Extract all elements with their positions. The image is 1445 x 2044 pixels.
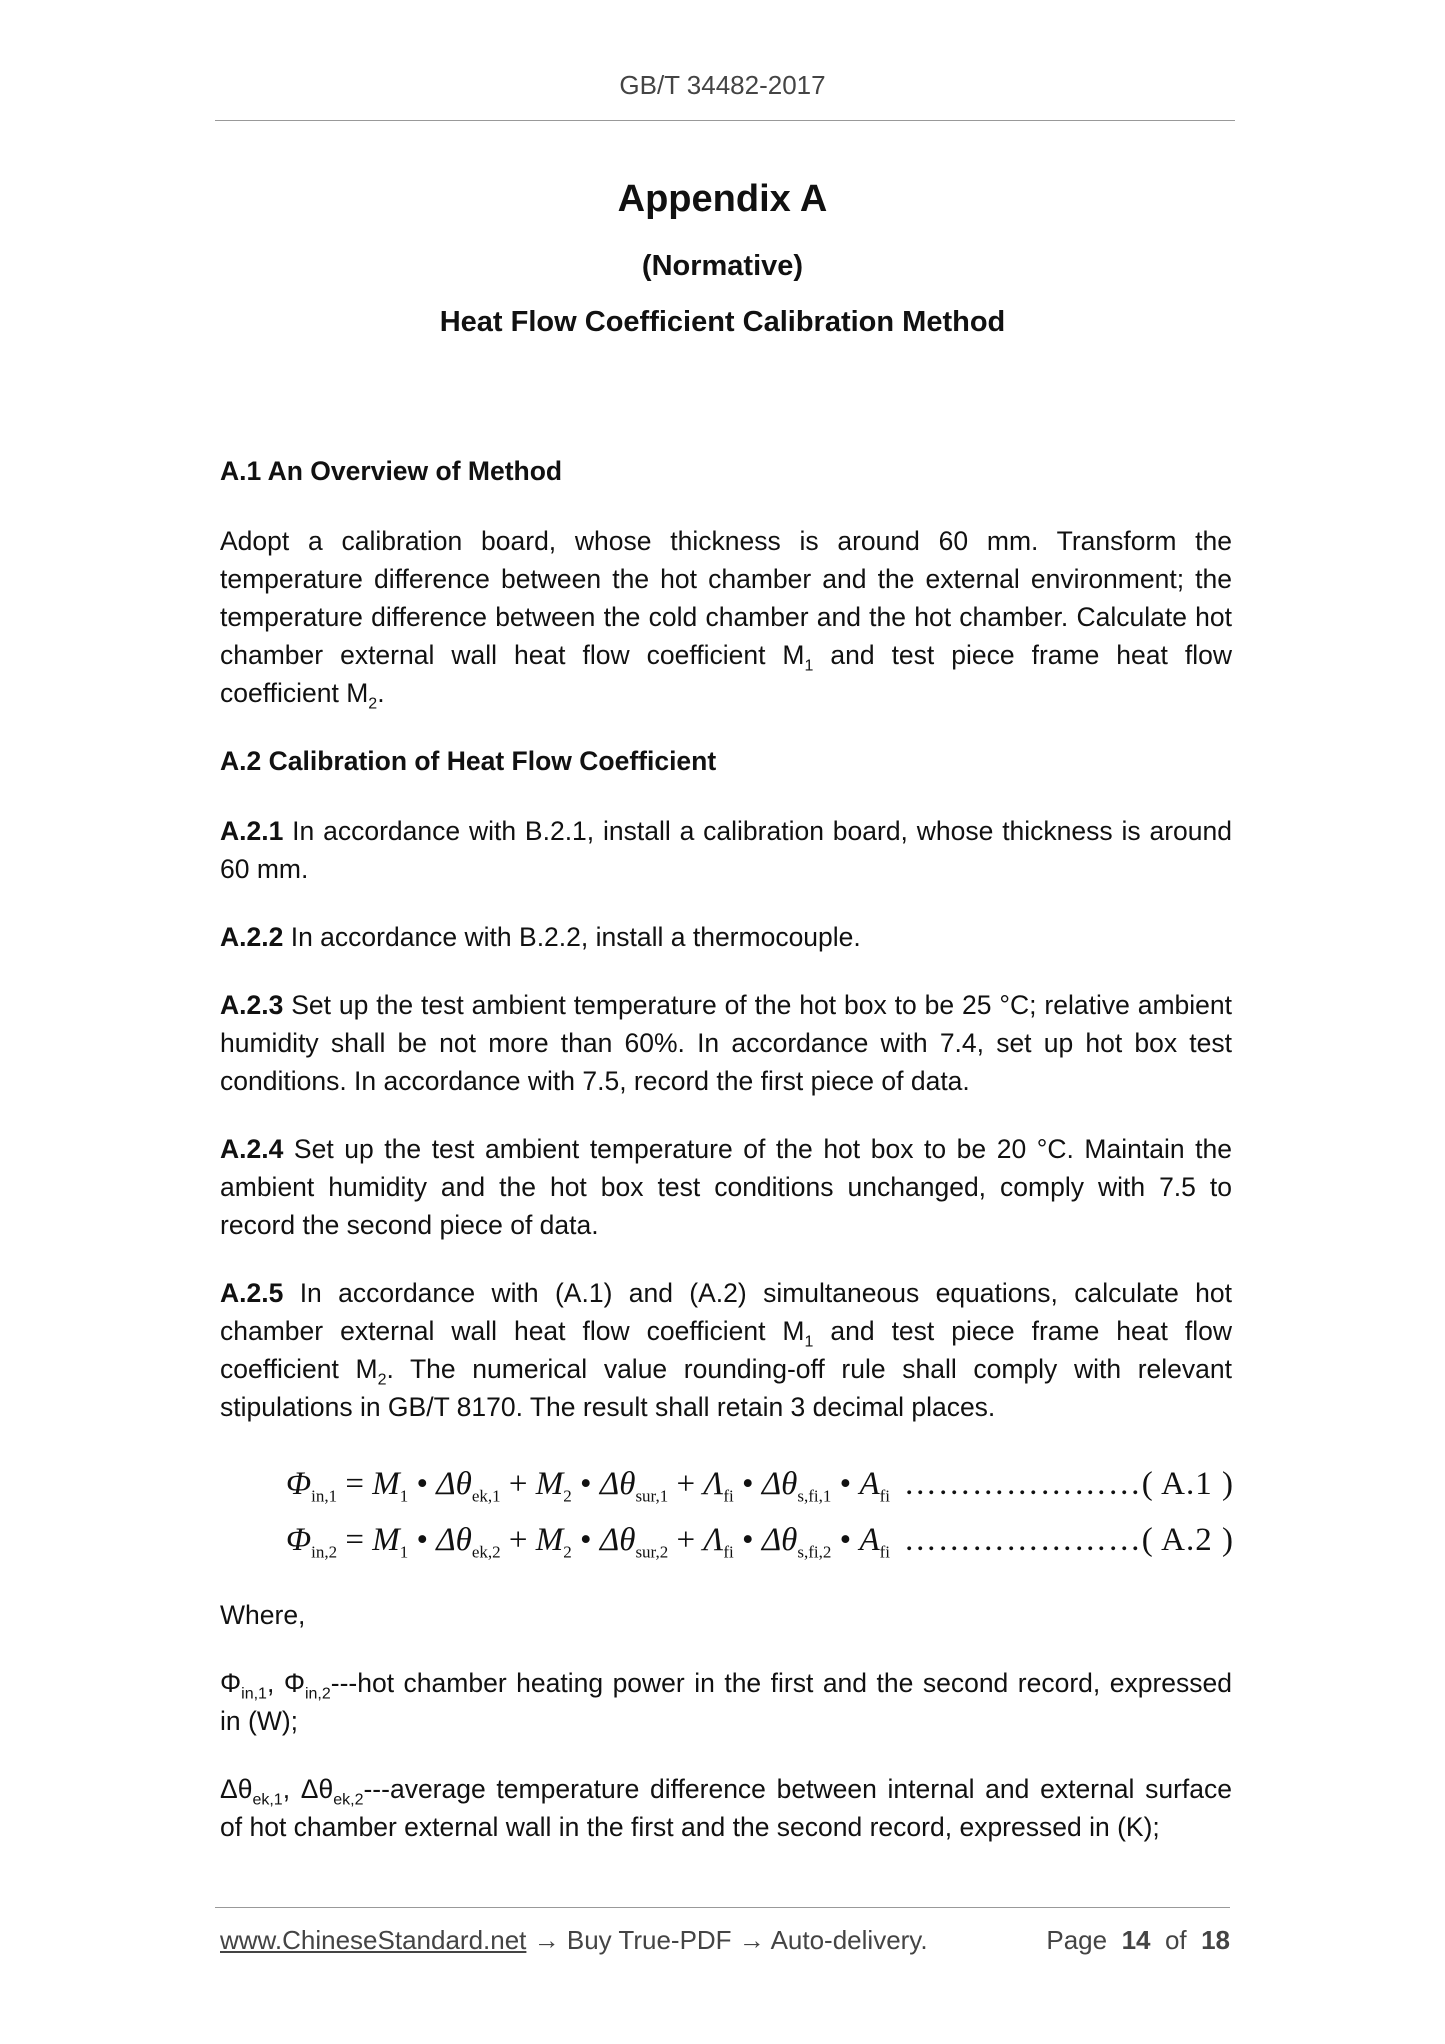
clause-a25: A.2.5 In accordance with (A.1) and (A.2) simultaneous equations, calculate hot chamber external wall heat flow coefficient $M_1$ and test piece frame heat flow coefficient $M_2$. The numerical value rounding-off rule shall comply with relevant stipulations in GB/T 8170. The result shall retain 3 decimal places. (220, 1278, 1232, 1422)
document-body (220, 452, 1232, 1876)
footer-promo: www.ChineseStandard.net → Buy True-PDF → Auto-delivery. (220, 1925, 928, 1955)
equation-block (286, 1456, 1232, 1568)
clause-a24: A.2.4 Set up the test ambient temperature of the hot box to be 20 °C. Maintain the ambient humidity and the hot box test conditions unchanged, comply with 7.5 to record the second piece of data. (220, 1134, 1232, 1240)
definition-delta-theta-ek: $\Delta\theta_{ek,1}$, $\Delta\theta_{ek,2}--$-average temperature difference between internal and external surface of hot chamber external wall in the first and the second record, expressed in (K); (220, 1774, 1232, 1842)
website-link[interactable]: www.ChineseStandard.net (220, 1925, 527, 1955)
equation-number-a2: …………………( A.2 ) (903, 1522, 1234, 1558)
clause-a21: A.2.1 In accordance with B.2.1, install a calibration board, whose thickness is around 60 mm. (220, 816, 1232, 884)
where-label: Where, (220, 1600, 306, 1630)
definition-phi: $\Phi_{in,1}$, $\Phi_{in,2}--$-hot chamber heating power in the first and the second record, expressed in (W); (220, 1668, 1232, 1736)
equation-number-a1: …………………( A.1 ) (903, 1466, 1234, 1502)
footer-divider (215, 1907, 1230, 1908)
equation-a2: $\Phi_{in,2} = M_1$ • $\Delta\theta_{ek,2} + M_2$ • $\Delta\theta_{sur,2} + \Lambda_{fi}$ • $\Delta\theta_{s,fi,2}$ • $A_{fi}$ …………………( A.2 ) (286, 1512, 1234, 1568)
appendix-type: (Normative) (641, 250, 804, 282)
appendix-title: Appendix A (617, 178, 828, 220)
section-a2-heading: A.2 Calibration of Heat Flow Coefficient (220, 746, 717, 776)
running-header: GB/T 34482-2017 (619, 70, 826, 100)
clause-a23: A.2.3 Set up the test ambient temperature of the hot box to be 25 °C; relative ambient humidity shall be not more than 60%. In accordance with 7.4, set up hot box test conditions. In accordance with 7.5, record the first piece of data. (220, 990, 1232, 1096)
section-a1-heading: A.1 An Overview of Method (220, 456, 563, 486)
appendix-name: Heat Flow Coefficient Calibration Method (439, 306, 1006, 338)
page-number: Page 14 of 18 (1046, 1925, 1230, 1955)
header-divider (215, 120, 1235, 121)
page-footer (220, 1925, 1230, 1956)
section-a1-paragraph: Adopt a calibration board, whose thickness is around 60 mm. Transform the temperature difference between the hot chamber and the external environment; the temperature difference between the cold chamber and the hot chamber. Calculate hot chamber external wall heat flow coefficient $M_1$ and test piece frame heat flow coefficient $M_2$. (220, 526, 1232, 713)
equation-a1: $\Phi_{in,1} = M_1$ • $\Delta\theta_{ek,1} + M_2$ • $\Delta\theta_{sur,1} + \Lambda_{fi}$ • $\Delta\theta_{s,fi,1}$ • $A_{fi}$ …………………( A.1 ) (286, 1456, 1234, 1512)
clause-a22: A.2.2 In accordance with B.2.2, install a thermocouple. (220, 922, 861, 952)
